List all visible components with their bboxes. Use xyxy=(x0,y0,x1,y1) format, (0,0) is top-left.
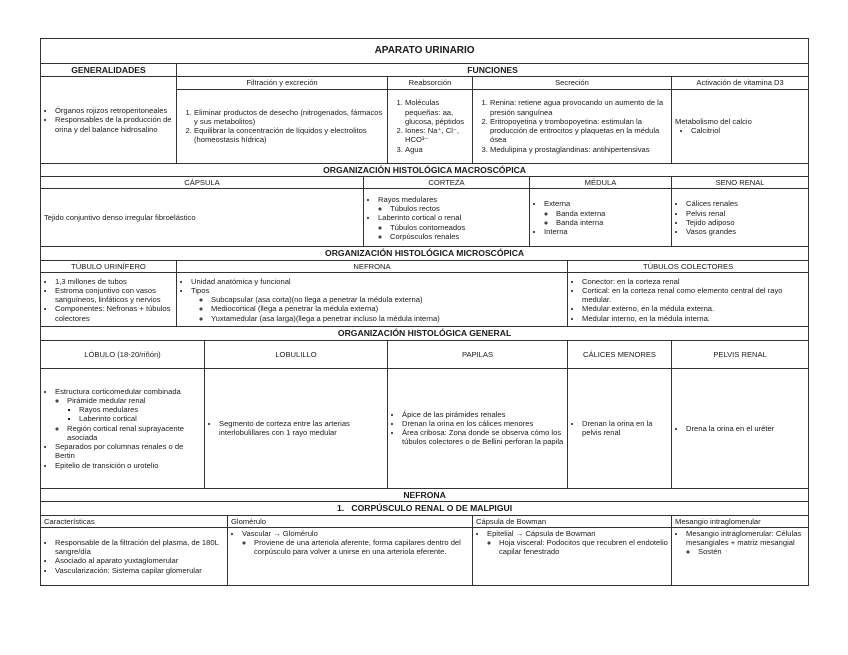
seno-item: • Vasos grandes xyxy=(686,227,805,236)
vitamina-cell xyxy=(672,89,809,163)
medula-item: • Interna xyxy=(544,227,668,236)
filtracion-cell xyxy=(177,89,388,163)
lobulo-subsubitem: ▪ Rayos medulares xyxy=(79,405,201,414)
document-page xyxy=(40,38,808,586)
colectores-item: • Medular externo, en la médula externa. xyxy=(582,304,805,313)
secrecion-cell xyxy=(473,89,672,163)
filtracion-item: 2. Equilibrar la concentración de líquidos y electrolitos (homeostasis hídrica) xyxy=(194,126,384,145)
medula-subitem: ◦ Banda interna xyxy=(556,218,668,227)
capsula-header: CÁPSULA xyxy=(41,177,364,189)
colectores-cell xyxy=(568,273,809,327)
lobulillo-cell xyxy=(205,368,388,488)
secrecion-item: 3. Medulipina y prostaglandinas: antihipertensivas xyxy=(490,145,668,154)
seno-cell xyxy=(672,189,809,247)
medula-item: • Externa ◦ Banda externa ◦ Banda interna xyxy=(544,199,668,227)
nefrona-item: • Tipos ◦ Subcapsular (asa corta)(no llega a penetrar la médula externa) ◦ Mediocortical (llega a penetrar la médula externa) ◦ Yuxtamedular (asa larga)(llega a penetrar incluso la médula interna) xyxy=(191,286,564,323)
papilas-cell xyxy=(388,368,568,488)
funciones-header: FUNCIONES xyxy=(177,64,809,77)
reabsorcion-cell xyxy=(388,89,473,163)
corteza-subitem: ◦ Corpúsculos renales xyxy=(390,232,526,241)
bowman-header: Cápsula de Bowman xyxy=(473,515,672,527)
colectores-item: • Conector: en la corteza renal xyxy=(582,277,805,286)
reabsorcion-item: 1. Moléculas pequeñas: aa, glucosa, péptidos xyxy=(405,98,469,126)
mesangio-item: • Mesangio intraglomerular: Células mesangiales + matriz mesangial ◦ Sostén xyxy=(686,529,805,557)
mesangio-header: Mesangio intraglomerular xyxy=(672,515,809,527)
corteza-item: • Rayos medulares ◦ Túbulos rectos xyxy=(378,195,526,214)
tubulo-cell xyxy=(41,273,177,327)
seno-item: • Pelvis renal xyxy=(686,209,805,218)
pelvis-cell xyxy=(672,368,809,488)
vitamina-header: Activación de vitamina D3 xyxy=(672,77,809,89)
bowman-item: • Epitelial → Cápsula de Bowman ◦ Hoja visceral: Podocitos que recubren el endotelio capilar fenestrado xyxy=(487,529,668,557)
corteza-subitem: ◦ Túbulos rectos xyxy=(390,204,526,213)
glomerulo-subitem: ◦ Proviene de una arteriola aferente, forma capilares dentro del corpúsculo para volver a unirse en una arteriola eferente. xyxy=(254,538,469,557)
generalidades-item: • Responsables de la producción de orina y del balance hidrosalino xyxy=(55,115,173,134)
medula-header: MÉDULA xyxy=(530,177,672,189)
medula-subitem: ◦ Banda externa xyxy=(556,209,668,218)
bowman-subitem: ◦ Hoja visceral: Podocitos que recubren el endotelio capilar fenestrado xyxy=(499,538,668,557)
pelvis-item: • Drena la orina en el uréter xyxy=(686,424,805,433)
papilas-item: • Drenan la orina en los cálices menores xyxy=(402,419,564,428)
secrecion-item: 2. Eritropoyetina y trombopoyetina: estimulan la producción de eritrocitos y plaquetas en la médula ósea xyxy=(490,117,668,145)
capsula-cell: Tejido conjuntivo denso irregular fibroelástico xyxy=(41,189,364,247)
mesangio-subitem: ◦ Sostén xyxy=(698,547,805,556)
papilas-item: • Área cribosa: Zona donde se observa cómo los túbulos colectores o de Bellini perforan la papila xyxy=(402,428,564,447)
lobulo-item: • Separados por columnas renales o de Bertin xyxy=(55,442,201,461)
reabsorcion-header: Reabsorción xyxy=(388,77,473,89)
macro-header: ORGANIZACIÓN HISTOLÓGICA MACROSCÓPICA xyxy=(41,163,809,176)
general-header: ORGANIZACIÓN HISTOLÓGICA GENERAL xyxy=(41,327,809,340)
filtracion-header: Filtración y excreción xyxy=(177,77,388,89)
lobulo-cell xyxy=(41,368,205,488)
lobulo-subsubitem: ▪ Laberinto cortical xyxy=(79,414,201,423)
bowman-cell xyxy=(473,527,672,585)
tubulo-item: • Estroma conjuntivo con vasos sanguíneos, linfáticos y nervios xyxy=(55,286,173,305)
colectores-item: • Medular interno, en la médula interna. xyxy=(582,314,805,323)
caracteristicas-cell xyxy=(41,527,228,585)
seno-item: • Cálices renales xyxy=(686,199,805,208)
secrecion-header: Secreción xyxy=(473,77,672,89)
vitamina-text: Metabolismo del calcio xyxy=(675,116,752,126)
caracteristicas-header: Características xyxy=(41,515,228,527)
calices-header: CÁLICES MENORES xyxy=(568,340,672,368)
secrecion-item: 1. Renina: retiene agua provocando un aumento de la presión sanguínea xyxy=(490,98,668,117)
calices-item: • Drenan la orina en la pelvis renal xyxy=(582,419,668,438)
nefrona-micro-header: NEFRONA xyxy=(177,260,568,272)
lobulo-subitem: ◦ Pirámide medular renal ▪ Rayos medulares ▪ Laberinto cortical xyxy=(67,396,201,424)
tubulo-header: TÚBULO URINÍFERO xyxy=(41,260,177,272)
colectores-header: TÚBULOS COLECTORES xyxy=(568,260,809,272)
lobulo-subitem: ◦ Región cortical renal suprayacente asociada xyxy=(67,424,201,443)
caracteristicas-item: • Asociado al aparato yuxtaglomerular xyxy=(55,556,224,565)
document-title: APARATO URINARIO xyxy=(41,39,809,64)
reabsorcion-item: 3. Agua xyxy=(405,145,469,154)
calices-cell xyxy=(568,368,672,488)
lobulo-header: LÓBULO (18-20/riñón) xyxy=(41,340,205,368)
glomerulo-header: Glomérulo xyxy=(228,515,473,527)
generalidades-header: GENERALIDADES xyxy=(41,64,177,77)
colectores-item: • Cortical: en la corteza renal como elemento central del rayo medular. xyxy=(582,286,805,305)
nefrona-header: NEFRONA xyxy=(41,488,809,501)
nefrona-subitem: ◦ Yuxtamedular (asa larga)(llega a penetrar incluso la médula interna) xyxy=(211,314,564,323)
caracteristicas-item: • Responsable de la filtración del plasma, de 180L sangre/día xyxy=(55,538,224,557)
mesangio-cell xyxy=(672,527,809,585)
caracteristicas-item: • Vascularización: Sistema capilar glomerular xyxy=(55,566,224,575)
corpusculo-number: 1. xyxy=(337,503,345,514)
filtracion-item: 1. Eliminar productos de desecho (nitrogenados, fármacos y sus metabolitos) xyxy=(194,108,384,127)
lobulo-item: • Estructura corticomedular combinada ◦ Pirámide medular renal ▪ Rayos medulares ▪ Laberinto cortical ◦ Región cortical renal suprayacente asociada xyxy=(55,387,201,443)
glomerulo-cell xyxy=(228,527,473,585)
nefrona-subitem: ◦ Mediocortical (llega a penetrar la médula externa) xyxy=(211,304,564,313)
lobulillo-item: • Segmento de corteza entre las arterias interlobulillares con 1 rayo medular xyxy=(219,419,384,438)
generalidades-cell xyxy=(41,77,177,163)
glomerulo-item: • Vascular → Glomérulo ◦ Proviene de una arteriola aferente, forma capilares dentro del corpúsculo para volver a unirse en una arteriola eferente. xyxy=(242,529,469,557)
micro-header: ORGANIZACIÓN HISTOLÓGICA MICROSCÓPICA xyxy=(41,247,809,260)
corpusculo-header xyxy=(41,502,809,515)
pelvis-header: PELVIS RENAL xyxy=(672,340,809,368)
seno-item: • Tejido adiposo xyxy=(686,218,805,227)
lobulo-item: • Epitelio de transición o urotelio xyxy=(55,461,201,470)
vitamina-item: • Calcitriol xyxy=(691,126,805,135)
papilas-item: • Ápice de las pirámides renales xyxy=(402,410,564,419)
generalidades-item: • Órganos rojizos retroperitoneales xyxy=(55,106,173,115)
tubulo-item: • Componentes: Nefronas + túbulos colectores xyxy=(55,304,173,323)
lobulillo-header: LOBULILLO xyxy=(205,340,388,368)
nefrona-micro-cell xyxy=(177,273,568,327)
tubulo-item: • 1,3 millones de tubos xyxy=(55,277,173,286)
nefrona-subitem: ◦ Subcapsular (asa corta)(no llega a penetrar la médula externa) xyxy=(211,295,564,304)
seno-header: SENO RENAL xyxy=(672,177,809,189)
medula-cell xyxy=(530,189,672,247)
corpusculo-title: CORPÚSCULO RENAL O DE MALPIGUI xyxy=(351,503,513,514)
aparato-urinario-table xyxy=(40,38,809,586)
corteza-item: • Laberinto cortical o renal ◦ Túbulos contorneados ◦ Corpúsculos renales xyxy=(378,213,526,241)
corteza-header: CORTEZA xyxy=(364,177,530,189)
corteza-subitem: ◦ Túbulos contorneados xyxy=(390,223,526,232)
papilas-header: PAPILAS xyxy=(388,340,568,368)
reabsorcion-item: 2. Iones: Na⁺, Cl⁻, HCO³⁻ xyxy=(405,126,469,145)
nefrona-item: • Unidad anatómica y funcional xyxy=(191,277,564,286)
corteza-cell xyxy=(364,189,530,247)
